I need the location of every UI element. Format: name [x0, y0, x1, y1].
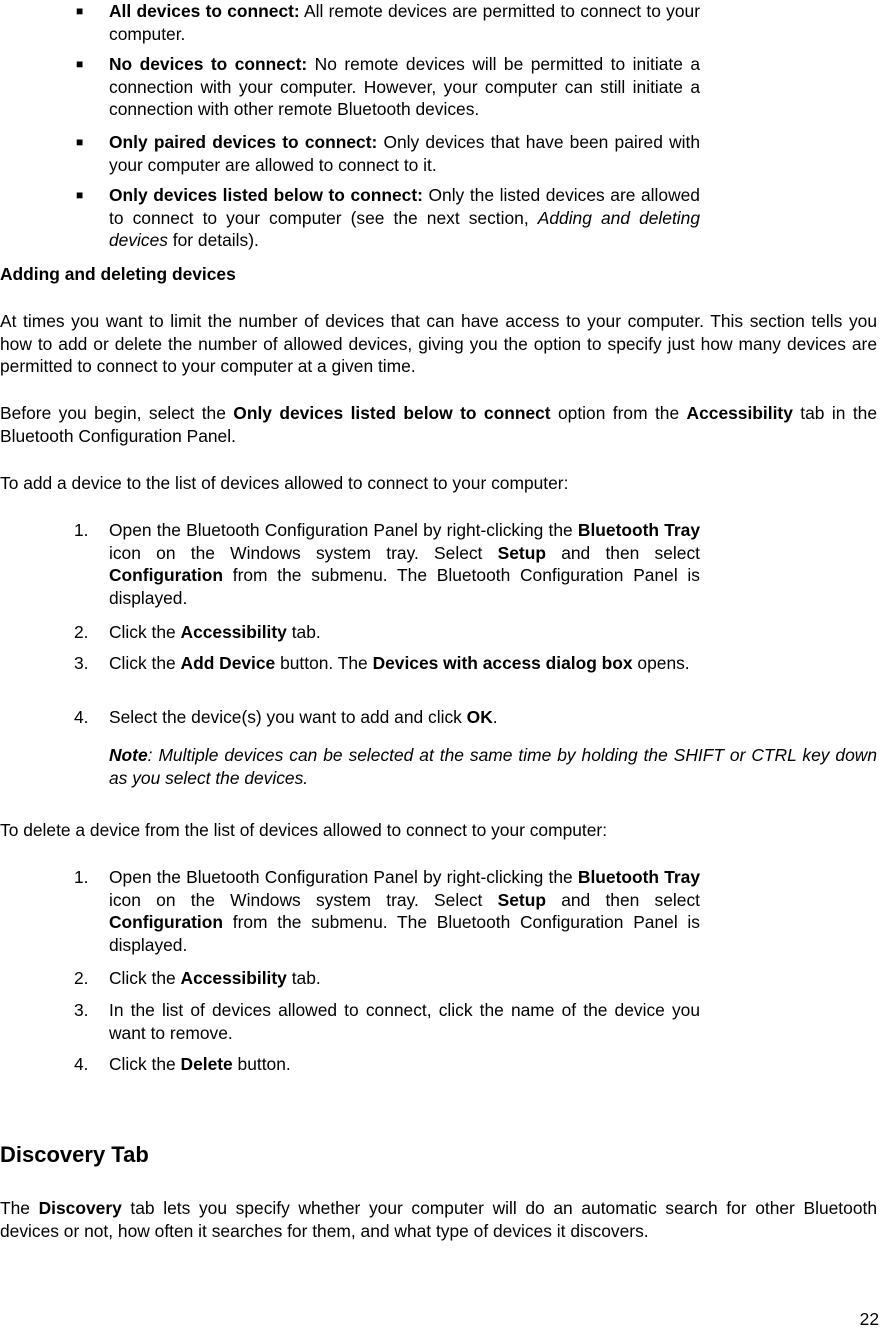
- step-number: 3.: [74, 1000, 89, 1020]
- text: Before you begin, select the: [0, 403, 234, 423]
- text: tab.: [286, 968, 321, 988]
- add-step-1: [109, 519, 700, 609]
- text: and then select: [545, 542, 700, 563]
- access-option-paired: [109, 131, 700, 176]
- step-number: 3.: [74, 653, 89, 673]
- option-name: Only devices listed below to connect: [233, 403, 551, 423]
- access-option-all: [109, 0, 700, 45]
- discovery-paragraph: [0, 1197, 877, 1242]
- ui-term: Bluetooth Tray: [577, 520, 700, 540]
- step-number: 1.: [74, 520, 89, 540]
- text: button.: [232, 1054, 291, 1074]
- section-reference: Adding and deleting devices: [109, 207, 700, 250]
- delete-step-4: [109, 1053, 700, 1076]
- before-you-begin-paragraph: [0, 402, 877, 447]
- section-heading-discovery: Discovery Tab: [0, 1142, 149, 1167]
- page-number: 22: [859, 1309, 879, 1329]
- option-term: Only paired devices to connect:: [109, 132, 378, 152]
- text: Click the: [109, 653, 181, 673]
- access-option-none: [109, 53, 700, 121]
- text: Open the Bluetooth Configuration Panel by right-clicking the: [109, 520, 578, 540]
- text: tab lets you specify whether your computer will do an automatic search for other Bluetooth devices or not, how often it searches for them, and what type of devices it discovers.: [0, 1198, 877, 1241]
- step-number: 1.: [74, 867, 89, 887]
- adding-intro-paragraph: At times you want to limit the number of devices that can have access to your computer. This section tells you how to add or delete the number of allowed devices, giving you the option to specify just how many devices are permitted to connect to your computer at a given time.: [0, 311, 877, 376]
- text: tab in the Bluetooth Configuration Panel.: [0, 403, 877, 446]
- ui-term: Devices with access dialog box: [372, 653, 633, 673]
- add-step-4: [109, 706, 700, 729]
- text: option from the: [550, 403, 687, 423]
- text: from the submenu. The Bluetooth Configuration Panel is displayed.: [109, 912, 700, 955]
- ui-term: Bluetooth Tray: [577, 867, 700, 887]
- text: Click the: [109, 1054, 181, 1074]
- tab-name: Discovery: [38, 1198, 122, 1218]
- add-intro-paragraph: To add a device to the list of devices allowed to connect to your computer:: [0, 473, 569, 493]
- ui-term: Configuration: [109, 565, 223, 585]
- add-step-3: [109, 652, 700, 675]
- note-text: : Multiple devices can be selected at the same time by holding the SHIFT or CTRL key down as you select the devices.: [109, 745, 877, 788]
- text: tab.: [286, 622, 321, 642]
- text: .: [492, 707, 498, 727]
- option-term: No devices to connect:: [109, 54, 308, 74]
- text: Open the Bluetooth Configuration Panel by right-clicking the: [109, 867, 578, 887]
- text: icon on the Windows system tray. Select: [109, 889, 498, 910]
- ui-term: Delete: [180, 1054, 233, 1074]
- bullet-icon: ■: [76, 188, 84, 202]
- option-term: All devices to connect:: [109, 1, 300, 21]
- ui-term: Accessibility: [180, 968, 287, 988]
- tab-name: Accessibility: [686, 403, 793, 423]
- text: Click the: [109, 968, 181, 988]
- text: The: [0, 1198, 39, 1218]
- bullet-icon: ■: [76, 57, 84, 71]
- text: button. The: [275, 653, 373, 673]
- delete-intro-paragraph: To delete a device from the list of devices allowed to connect to your computer:: [0, 820, 608, 840]
- text: opens.: [632, 653, 690, 673]
- step-number: 4.: [74, 707, 89, 727]
- text: Select the device(s) you want to add and click: [109, 707, 467, 727]
- ui-term: OK: [466, 707, 493, 727]
- ui-term: Add Device: [180, 653, 276, 673]
- text: and then select: [545, 889, 700, 910]
- option-desc: Only devices that have been paired with your computer are allowed to connect to it.: [109, 132, 701, 175]
- option-desc: No remote devices will be permitted to initiate a connection with your computer. However, your computer can still initiate a connection with other remote Bluetooth devices.: [109, 54, 700, 119]
- ui-term: Accessibility: [180, 622, 287, 642]
- note-paragraph: [109, 744, 877, 789]
- bullet-icon: ■: [76, 135, 84, 149]
- text: from the submenu. The Bluetooth Configuration Panel is displayed.: [109, 565, 700, 608]
- text: Click the: [109, 622, 181, 642]
- option-desc: All remote devices are permitted to connect to your computer.: [109, 1, 700, 44]
- section-heading-adding: Adding and deleting devices: [0, 264, 236, 284]
- option-desc: Only the listed devices are allowed to connect to your computer (see the next section,: [109, 185, 700, 228]
- delete-step-1: [109, 866, 700, 956]
- add-step-2: [109, 621, 700, 644]
- ui-term: Setup: [497, 889, 546, 910]
- step-number: 2.: [74, 622, 89, 642]
- access-option-listed: [109, 184, 700, 252]
- option-desc: for details).: [167, 230, 259, 250]
- delete-step-2: [109, 967, 700, 990]
- option-term: Only devices listed below to connect:: [109, 185, 423, 205]
- text: icon on the Windows system tray. Select: [109, 542, 498, 563]
- ui-term: Configuration: [109, 912, 223, 932]
- step-number: 4.: [74, 1054, 89, 1074]
- ui-term: Setup: [497, 542, 546, 563]
- note-label: Note: [109, 745, 148, 765]
- step-number: 2.: [74, 968, 89, 988]
- delete-step-3: In the list of devices allowed to connect, click the name of the device you want to remove.: [109, 1000, 700, 1043]
- bullet-icon: ■: [76, 4, 84, 18]
